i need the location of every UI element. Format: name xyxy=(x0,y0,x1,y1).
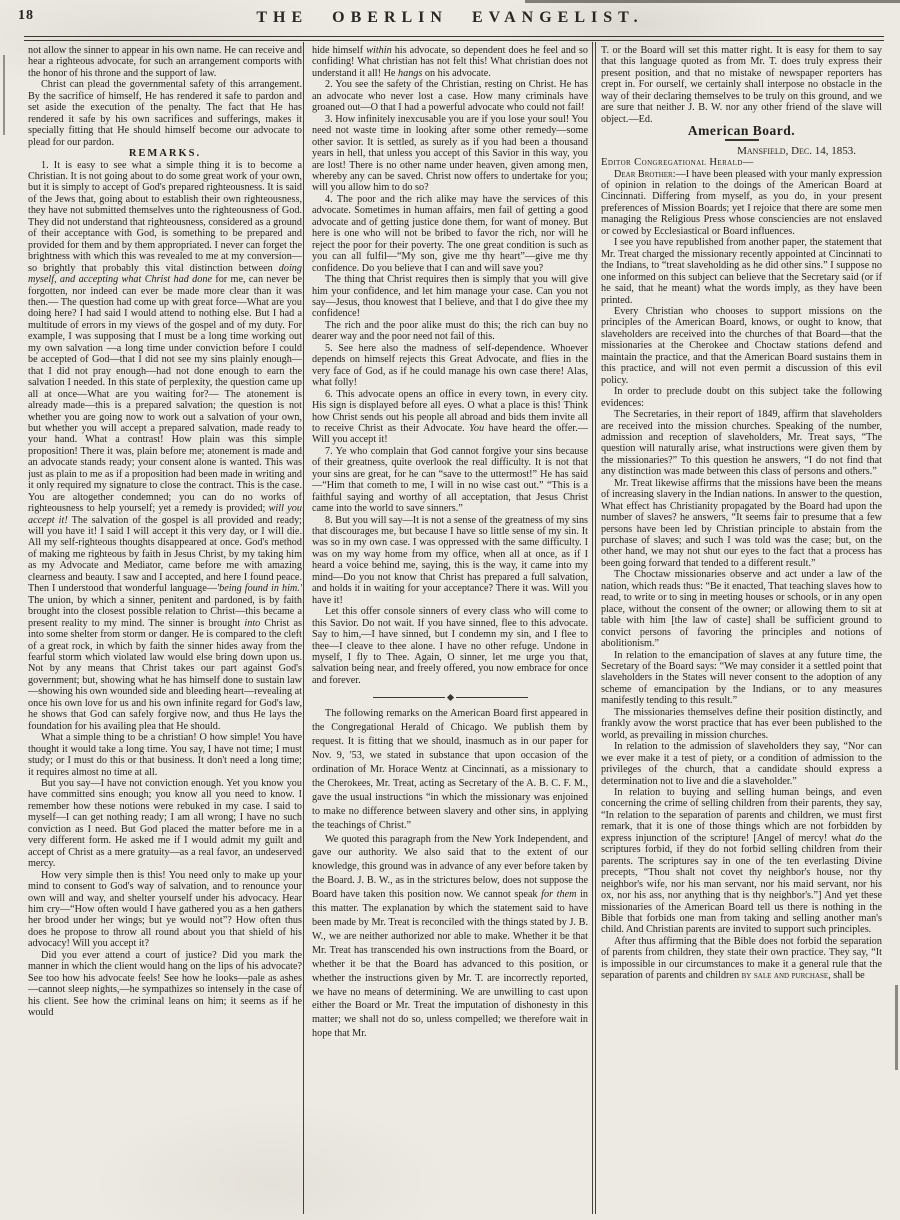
paragraph: The following remarks on the American Board first appeared in the Congregational Herald of Chicago. We publish them by request. It is fitting that we should, inasmuch as in our paper for Nov. 9, '53, we stated in substance that upon occasion of the ordination of Mr. Horace Wentz at Cincinnati, as a missionary to the Cherokees, Mr. Treat, acting as Secretary of the A. B. C. F. M., gave the usual instructions “in which the missionary was enjoined to make no difference between slavery and other sins, in applying the teachings of Christ.” xyxy=(312,708,588,831)
paragraph: After thus affirming that the Bible does not forbid the separation of parents from children, they state their own practice. They say, “It is impossible in our circumstances to make it a general rule that the separation of parents and children by sale and purchase, shall be xyxy=(601,935,882,982)
dateline: Mansfield, Dec. 14, 1853. xyxy=(737,144,856,157)
paragraph: 4. The poor and the rich alike may have the services of this advocate. Sometimes in human affairs, men fail of getting a good advocate and of getting justice done them, for want of money. But here is one who will not be bribed to favor the rich, nor will he reject the poor for their poverty. The one great condition is such as you can all fulfil—“My son, give me thy heart”—give me thy confidence. Do you believe that I can and will save you? xyxy=(312,193,588,274)
paragraph: We quoted this paragraph from the New York Independent, and gave our authority. We also said that to the extent of our knowledge, this ground was in advance of any ever before taken by the Board. J. B. W., as in the strictures below, does not suppose the Board have taken this position now. We cannot speak for them in this matter. The explanation by which the statement said to have been made by Mr. Treat is reconciled with the things stated by J. B. W., we are neither authorized nor able to make. Whether it be that Mr. Treat has transcended his own instructions from the Board, or whether it be that the Board has advanced to this position, or whether the instructions given by Mr. T. are incorrectly reported, we have no means of determining. We are unwilling to cast upon either the Board or Mr. Treat the imputation of dishonesty in this matter; we shall not do so, unless compelled; we therefore wait in hope that Mr. xyxy=(312,833,588,1040)
heading-rule xyxy=(725,139,759,141)
left-edge-artifact xyxy=(3,55,5,135)
masthead-title: THE OBERLIN EVANGELIST. xyxy=(256,9,644,26)
paragraph: 5. See here also the madness of self-dependence. Whoever depends on himself rejects this Great Advocate, and flies in the very face of God, as if he could manage his own case there! Alas, what folly! xyxy=(312,342,588,389)
paragraph: 6. This advocate opens an office in every town, in every city. His sign is displayed before all eyes. O what a place is this! Think how Christ sends out his people all abroad and bids them invite all to receive Christ as their Advocate. You have heard the offer.— Will you accept it! xyxy=(312,388,588,446)
section-divider-ornament xyxy=(312,695,588,700)
column-divider-rule xyxy=(595,42,596,1214)
paragraph: 2. You see the safety of the Christian, resting on Christ. He has an advocate who never lost a case. How many criminals have groaned out—O that I had a powerful advocate who could not fail! xyxy=(312,79,588,114)
right-edge-artifact xyxy=(895,985,898,1070)
paragraph: not allow the sinner to appear in his own name. He can receive and hear a righteous advocate, for such an arrangement comports with the honor of his throne and the support of law. xyxy=(28,45,302,79)
paragraph: The thing that Christ requires then is simply that you will give him your confidence, and let him manage your case. Can you not say—Jesus, thou knowest that I believe, and that I do give thee my confidence! xyxy=(312,274,588,320)
paragraph: I see you have republished from another paper, the statement that Mr. Treat charged the missionary recently appointed at Cincinnati to the Indians, to “treat slaveholding as he did other sins.” I suppose no one informed on this subject can believe that the Secretary said (or if he said, that he meant) what the words imply, as they have been printed. xyxy=(601,237,882,306)
paragraph: 1. It is easy to see what a simple thing it is to become a Christian. It is not going about to do some great work of your own, but it is simply to accept of God's prepared righteousness. It is said of the Jews that, going about to establish their own righteousness, they have not submitted themselves unto the righteousness of God. They did not understand that righteousness, considered as a ground of their acceptance with God, is something to be prepared and provided for them and by them appropriated. I never can forget the brightness with which this was revealed to me at my conversion—so brightly that probably this vital distinction between doing myself, and accepting what Christ had done for me, can never be forgotten, nor indeed can ever be made more clear than it was then.— The question had come up with great force—What are you doing here? I had said I would attend to nothing else. But I had a multitude of errors in my views of the gospel and of my duty. For example, I was supposing that I must be a long time working out my own salvation —a long time under conviction before I could be accepted of God—that I did not see my sins plainly enough—that I did not pray enough—had not done enough to earn the salvation I needed. In this state of perplexity, the question came up all at once—What are you waiting for?— The atonement is already made—this is a prepared salvation; the question is not whether you are going now to work out a salvation of your own, but whether you will accept a prepared salvation, made ready to your hand. What a contrast! How plain was this simple proposition! There it was, plain before me; atonement is made and an advocate stands ready; your consent alone is wanted. This was just as plain to me as if a proposition had been made in writing and it only required my signature to close the contract. This is the case. You are altogether condemned; you can do no works of righteousness to help yourself; yet a remedy is provided; will you accept it! The salvation of the gospel is all provided and ready; will you have it! I said I will accept it this very day, or I will die. All my self-righteous thoughts disappeared at once. God's method of making me righteous by faith in Jesus Christ, by my taking him as my Advocate and Mediator, came before me with amazing clearness and beauty. I saw and I accepted, and here I found peace. Then I understood that wonderful language—'being found in him.' The union, by which a sinner, penitent and pardoned, is by faith brought into the closest possible relation to Christ—this became a present reality to my mind. The sinner is brought into Christ as into some shelter from storm or danger. He is compared to the cleft of a great rock, in which by faith the sinner hides away from the fearful storm which violated law would else bring down upon us. Not by any means that Christ takes our part against God's government; but, showing what he has himself done to sustain law—showing his own wounded side and bleeding heart—revealing at once his own love for us and his own infinite regard for God's law, he shows that God can safely forgive now, and thus He lays the foundation for his availing plea that He should. xyxy=(28,159,302,732)
paragraph: Let this offer console sinners of every class who will come to this Savior. Do not wait. If you have sinned, flee to this advocate. Say to him,—I have sinned, but I condemn my sin, and I flee to thee—I cleave to thee alone. I have no other refuge. Undone in myself, I fly to Thee. Again, O sinner, let me urge you that, salvation being near, and freely offered, you now embrace for once and forever. xyxy=(312,606,588,686)
paragraph: Mr. Treat likewise affirms that the missions have been the means of increasing slavery in the Indian nations. In answer to the question, What effect has Christianity propagated by the Board had upon the number of slaves? he answers, “It seems fair to presume that a few persons have been led by Christian principle to abstain from the purchase of slaves; and such I was told was the case; but, on the other hand, we may not shut our eyes to the fact that a process has been going forward that tended to a different result.” xyxy=(601,477,882,569)
column-3 xyxy=(601,45,882,1213)
paragraph: Every Christian who chooses to support missions on the principles of the American Board, knows, or ought to know, that slaveholders are received into the churches of that Board—that the missionaries at the Cherokee and Choctaw stations defend and maintain the practice, and that the American Board sustains them in this practice, and will not even permit a discussion of this evil policy. xyxy=(601,305,882,386)
paragraph: In relation to the admission of slaveholders they say, “Nor can we ever make it a test of piety, or a condition of admission to the privileges of the church, that a candidate should express a determination not to live and die a slaveholder.” xyxy=(601,741,882,787)
salutation: Editor Congregational Herald— xyxy=(601,157,754,169)
paragraph: In relation to the emancipation of slaves at any future time, the Secretary of the Board says: “We may consider it a settled point that slaveholders in the States will never consent to the adoption of any scheme of emancipation by the Indians, or to any measures manifestly tending to this result.” xyxy=(601,649,882,707)
paragraph: Did you ever attend a court of justice? Did you mark the manner in which the client would hang on the lips of his advocate? See too how his advocate feels! See how he looks—pale as ashes—cannot sleep nights,—he sympathizes so intensely in the case of his client. See how the criminal leans on him; it seems as if he would xyxy=(28,949,302,1019)
article-heading: American Board. xyxy=(687,123,796,139)
paragraph: In order to preclude doubt on this subject take the following evidences: xyxy=(601,386,882,409)
paragraph: What a simple thing to be a christian! O how simple! You have thought it would take a long time. You say, I have not time; I must study; or I must do this or that business. It don't need a long time; it requires almost no time at all. xyxy=(28,732,302,778)
column-divider-rule xyxy=(303,42,304,1214)
header-rule xyxy=(24,40,884,41)
paragraph: hide himself within his advocate, so dependent does he feel and so confiding! What christian has not felt this! What christian does not understand it all! He hangs on his advocate. xyxy=(312,45,588,79)
column-divider-rule xyxy=(592,42,593,1214)
page-number: 18 xyxy=(18,8,34,23)
paragraph: The Secretaries, in their report of 1849, affirm that slaveholders are received into the mission churches. Speaking of the number, admission and reception of slaveholders, Mr. Treat says, “The question will naturally arise, what instructions were given them by the missionaries?” To this question he answers, “I do not find that any distinction was made between this class of persons and others.” xyxy=(601,409,882,478)
column-1 xyxy=(28,45,302,1213)
paragraph: 7. Ye who complain that God cannot forgive your sins because of their greatness, quite overlook the real difficulty. It is not that your sins are great, for he can “save to the uttermost!” He has said—“Him that cometh to me, I will in no wise cast out.” “This is a faithful saying and worthy of all acceptation, that Jesus Christ came into the world to save sinners.” xyxy=(312,445,588,515)
paragraph: But you say—I have not conviction enough. Yet you know you have committed sins enough; you know all you need to know. I remember how these notions were rebuked in my case. I said to myself—I can get nothing ready; I am all wrong; I have no such conviction as I need. But God placed the matter before me in a very different form. He asked me if I would admit my guilt and accept of Christ as a mere gratuity—as a real favor, an undeserved mercy. xyxy=(28,778,302,870)
paragraph: Christ can plead the governmental safety of this arrangement. By the sacrifice of himself, He has rendered it safe to pardon and set aside the execution of the penalty. The fact that He has rendered it safe by his own sacrifices and sufferings, makes it specially fitting that He should himself become our advocate to plead for our pardon. xyxy=(28,79,302,148)
top-edge-artifact xyxy=(525,0,900,3)
paragraph: Dear Brother:—I have been pleased with your manly expression of opinion in relation to the doings of the American Board at Cincinnati. Differing from myself, as you do, in your present preferences of Mission Boards; yet I rejoice that there are some men managing the Religious Press whose consciencies are not enslaved or cowed by Ecclesiastical or Board influences. xyxy=(601,168,882,237)
paragraph: The rich and the poor alike must do this; the rich can buy no dearer way and the poor need not fail of this. xyxy=(312,319,588,343)
header-rule xyxy=(24,36,884,37)
section-heading: REMARKS. xyxy=(128,148,202,160)
paragraph: The Choctaw missionaries observe and act under a law of the nation, which reads thus: “Be it enacted, That teaching slaves how to read, to write or to sing in meeting houses or schools, or in any open place, without the consent of the owner; or allowing them to sit at table with him [the law of caste] shall be sufficient ground to convict persons of favoring the principles and notions of abolitionism.” xyxy=(601,569,882,650)
paragraph: In relation to buying and selling human beings, and even concerning the crime of selling children from their parents, they say, “In relation to the separation of parents and children, we must first remark, that it is one of those things which are not forbidden by express injunction of the scripture! [Angel of mercy! what do the scriptures forbid, if they do not forbid selling children from their parents. The scriptures say in one of the ten everlasting Divine precepts, “Thou shalt not covet thy neighbor's house, nor thy neighbor's wife, nor his man servant, nor his maid servant, nor his ox, nor his ass, nor anything that is thy neighbor's.”] And yet these missionaries of the American Board tell us there is nothing in the Bible that forbids one man from taking and selling another man's child. And Christian parents are invited to support such principles. xyxy=(601,787,882,936)
column-2 xyxy=(312,45,588,1213)
paragraph: The missionaries themselves define their position distinctly, and frankly avow the worst practice that has ever been published to the world, as prevailing in mission churches. xyxy=(601,706,882,741)
paragraph: 8. But you will say—It is not a sense of the greatness of my sins that discourages me, but because I have so little sense of my sin. It was so in my own case. I was oppressed with the same difficulty. I was on my way home from my office, when all at once, as if I heard a voice behind me, saying, this is the way, it came into my mind—Do you not know that Christ has prepared a full salvation, and holds it in waiting for your acceptance? There it was. Will you have it! xyxy=(312,514,588,606)
paragraph: 3. How infinitely inexcusable you are if you lose your soul! You need not waste time in looking after some other remedy—some other savior. It is settled, as surely as if you had been a thousand years in hell, that unless you accept of this Savior in this way, you are lost! There is no other name under heaven, given among men, whereby any can be saved. Christ now offers to undertake for you; will you allow him to do so? xyxy=(312,113,588,194)
paragraph: T. or the Board will set this matter right. It is easy for them to say that this language quoted as from Mr. T. does truly express their present position, and that no mistake of newspaper reporters has crept in. For ourself, we certainly shall interpose no obstacle in the way of their declaring themselves to be truly on this ground, and we are sure that neither J. B. W. nor any other friend of the slave will object.—Ed. xyxy=(601,45,882,125)
paragraph: How very simple then is this! You need only to make up your mind to consent to God's way of salvation, and to renounce your own will and way, and shelter yourself under his advocacy. Hear him cry—“How often would I have gathered you as a hen gathers her brood under her wings; but ye would not”? How often thus does he propose to throw all round about you that shield of his advocacy! Will you accept it? xyxy=(28,869,302,950)
